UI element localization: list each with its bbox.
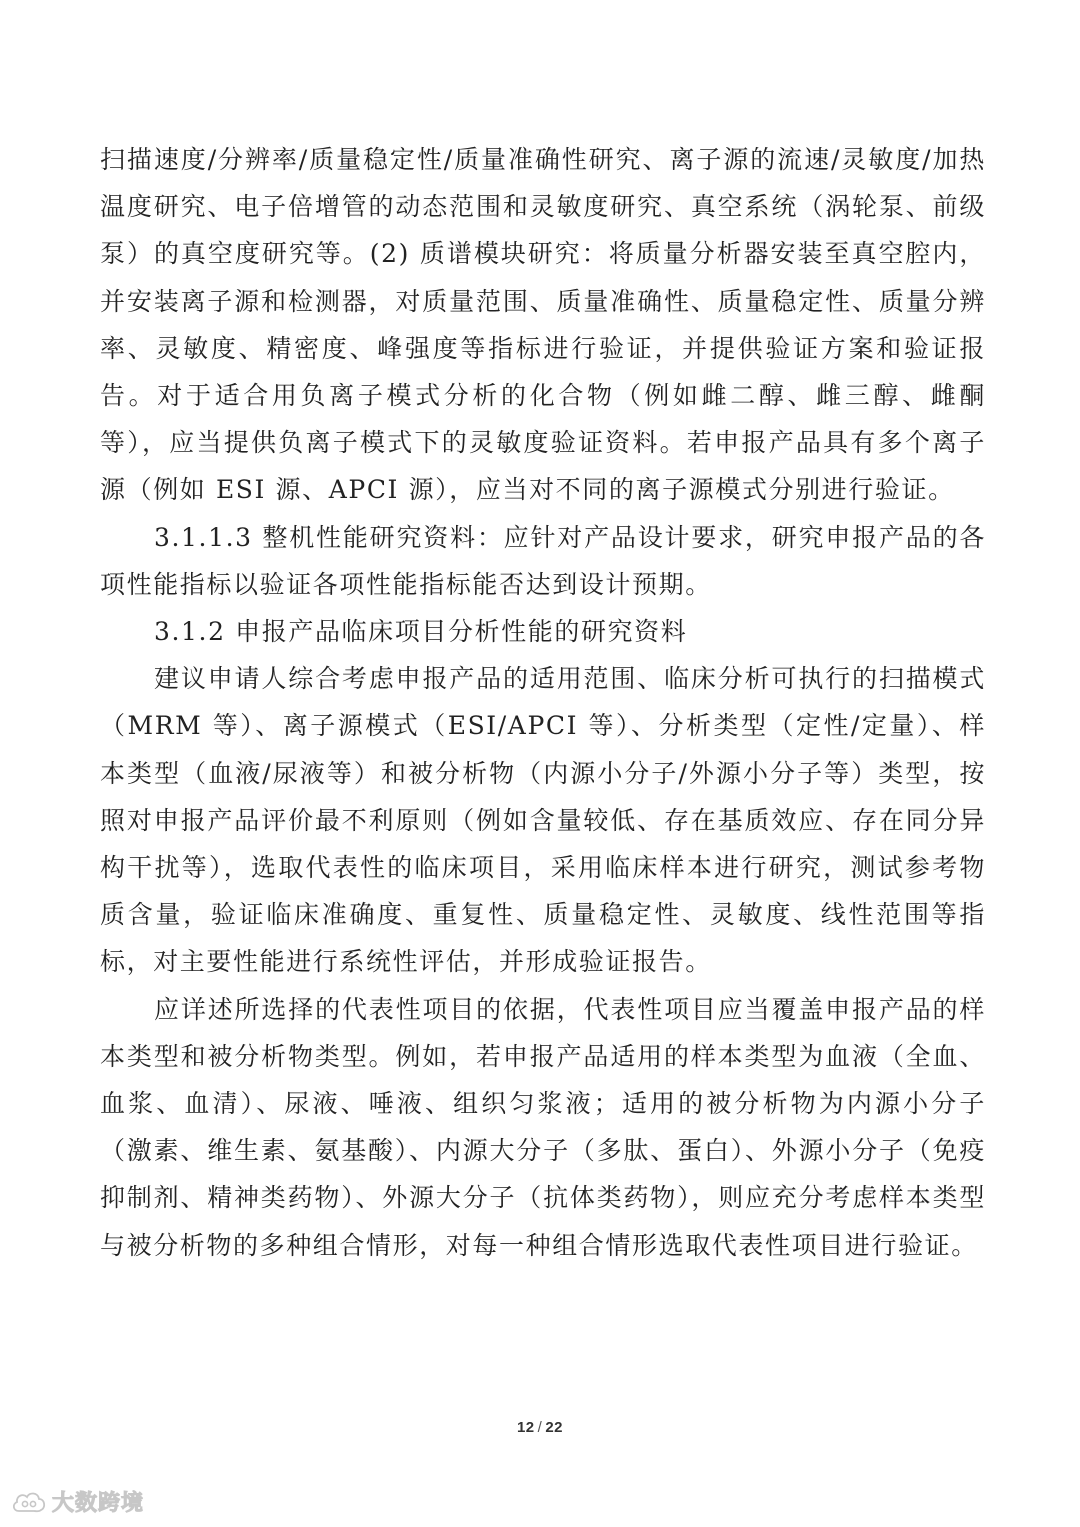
watermark-text: 大数跨境 — [52, 1491, 145, 1516]
page-separator: / — [537, 1419, 543, 1436]
page-total: 22 — [545, 1419, 564, 1436]
cloud-logo-icon — [10, 1489, 48, 1515]
paragraph-representative-items: 应详述所选择的代表性项目的依据，代表性项目应当覆盖申报产品的样本类型和被分析物类型。例如，若申报产品适用的样本类型为血液（全血、血浆、血清）、尿液、唾液、组织匀浆液；适用的被分析物为内源小分子（激素、维生素、氨基酸）、内源大分子（多肽、蛋白）、外源小分子（免疫抑制剂、精神类药物）、外源大分子（抗体类药物），则应充分考虑样本类型与被分析物的多种组合情形，对每一种组合情形选取代表性项目进行验证。 — [100, 994, 986, 1260]
document-body — [100, 136, 986, 1269]
paragraph-section-3-1-1-3: 3.1.1.3 整机性能研究资料：应针对产品设计要求，研究申报产品的各项性能指标以验证各项性能指标能否达到设计预期。 — [100, 522, 986, 599]
section-heading-3-1-2: 3.1.2 申报产品临床项目分析性能的研究资料 — [154, 617, 688, 647]
page-number — [0, 1419, 1080, 1436]
page-current: 12 — [516, 1419, 535, 1436]
paragraph-recommendation: 建议申请人综合考虑申报产品的适用范围、临床分析可执行的扫描模式（MRM 等）、离子源模式（ESI/APCI 等）、分析类型（定性/定量）、样本类型（血液/尿液等）和被分析物（内源小分子/外源小分子等）类型，按照对申报产品评价最不利原则（例如含量较低、存在基质效应、存在同分异构干扰等），选取代表性的临床项目，采用临床样本进行研究，测试参考物质含量，验证临床准确度、重复性、质量稳定性、灵敏度、线性范围等指标，对主要性能进行系统性评估，并形成验证报告。 — [100, 664, 986, 977]
watermark — [10, 1486, 144, 1517]
paragraph-continued: 扫描速度/分辨率/质量稳定性/质量准确性研究、离子源的流速/灵敏度/加热温度研究、电子倍增管的动态范围和灵敏度研究、真空系统（涡轮泵、前级泵）的真空度研究等。(2) 质谱模块研究：将质量分析器安装至真空腔内，并安装离子源和检测器，对质量范围、质量准确性、质量稳定性、质量分辨率、灵敏度、精密度、峰强度等指标进行验证，并提供验证方案和验证报告。对于适合用负离子模式分析的化合物（例如雌二醇、雌三醇、雌酮等），应当提供负离子模式下的灵敏度验证资料。若申报产品具有多个离子源（例如 ESI 源、APCI 源），应当对不同的离子源模式分别进行验证。 — [100, 145, 986, 505]
